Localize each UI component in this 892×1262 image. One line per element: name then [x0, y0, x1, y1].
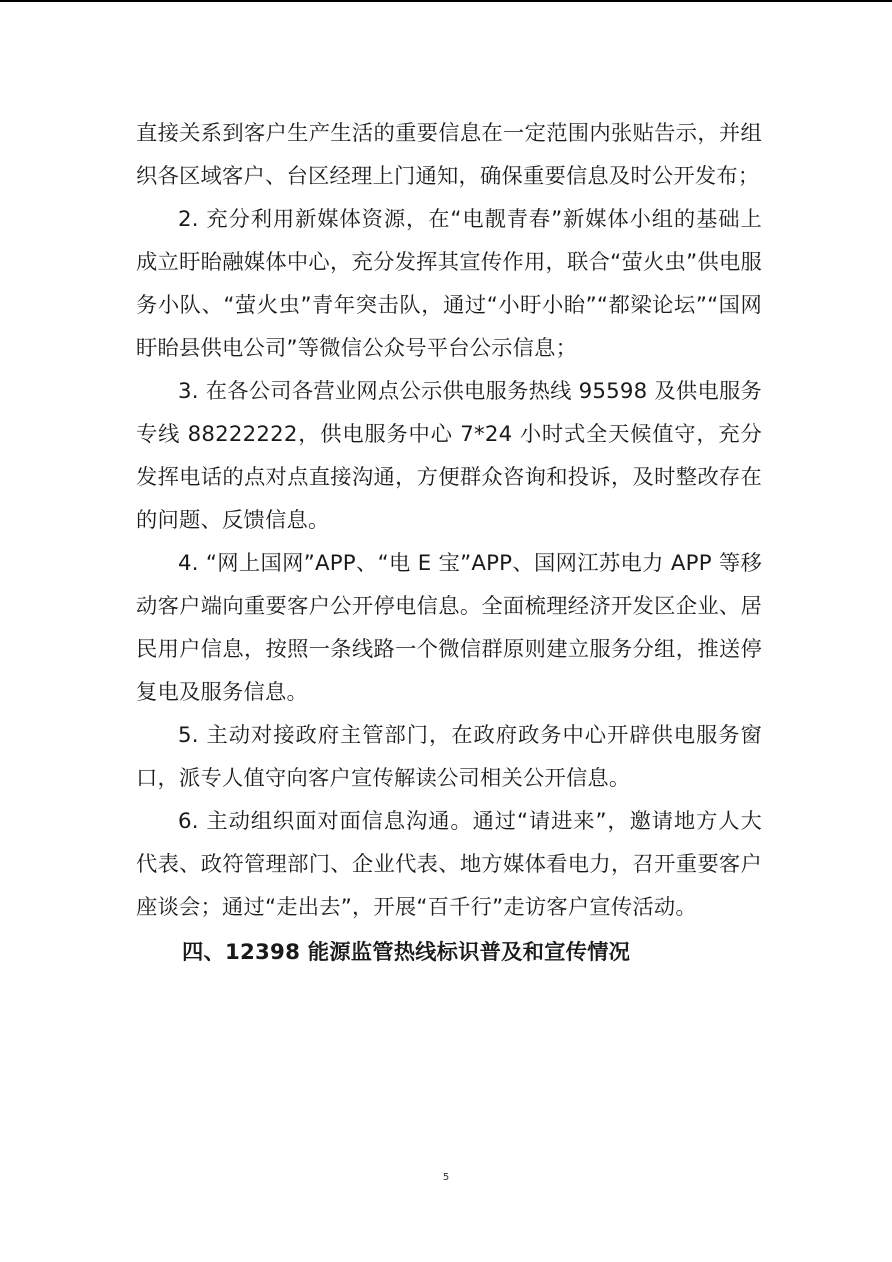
paragraph-item-3: 3. 在各公司各营业网点公示供电服务热线 95598 及供电服务专线 88222222，供电服务中心 7*24 小时式全天候值守，充分发挥电话的点对点直接沟通，方便群众咨询和投诉，及时整改存在的问题、反馈信息。 — [136, 379, 762, 533]
section-heading: 四、12398 能源监管热线标识普及和宣传情况 — [182, 940, 631, 965]
paragraph-item-6: 6. 主动组织面对面信息沟通。通过“请进来”，邀请地方人大代表、政符管理部门、企业代表、地方媒体看电力，召开重要客户座谈会；通过“走出去”，开展“百千行”走访客户宣传活动。 — [136, 809, 762, 920]
paragraph-item-2: 2. 充分利用新媒体资源，在“电靓青春”新媒体小组的基础上成立盱眙融媒体中心，充分发挥其宣传作用，联合“萤火虫”供电服务小队、“萤火虫”青年突击队，通过“小盱小眙”“都梁论坛”“国网盱眙县供电公司”等微信公众号平台公示信息； — [136, 207, 762, 361]
paragraph-item-5: 5. 主动对接政府主管部门，在政府政务中心开辟供电服务窗口，派专人值守向客户宣传解读公司相关公开信息。 — [136, 723, 762, 791]
top-border-line — [0, 0, 892, 2]
document-body — [136, 112, 762, 974]
paragraph-item-4: 4. “网上国网”APP、“电 E 宝”APP、国网江苏电力 APP 等移动客户端向重要客户公开停电信息。全面梳理经济开发区企业、居民用户信息，按照一条线路一个微信群原则建立服务分组，推送停复电及服务信息。 — [136, 551, 762, 705]
paragraph-continuation: 直接关系到客户生产生活的重要信息在一定范围内张贴告示，并组织各区域客户、台区经理上门通知，确保重要信息及时公开发布； — [136, 121, 762, 189]
page-number: 5 — [442, 1172, 450, 1183]
